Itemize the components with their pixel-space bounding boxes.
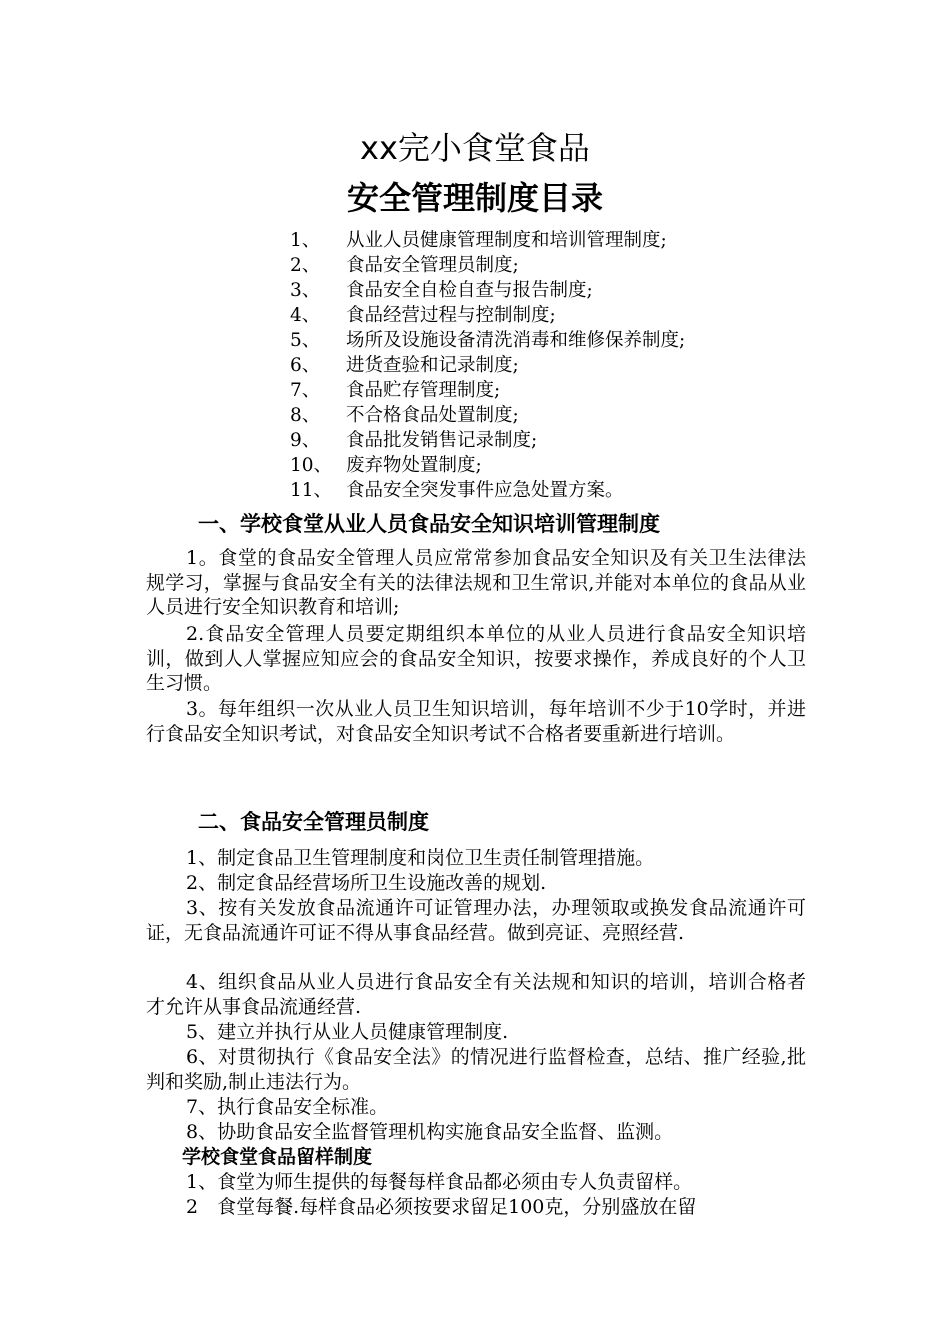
toc-item-number: 9、 bbox=[290, 430, 321, 451]
paragraph: 2、制定食品经营场所卫生设施改善的规划. bbox=[186, 872, 547, 894]
paragraph: 7、执行食品安全标准。 bbox=[186, 1096, 389, 1118]
paragraph: 3。每年组织一次从业人员卫生知识培训，每年培训不少于10学时，并进行食品安全知识考试，对食品安全知识考试不合格者要重新进行培训。 bbox=[146, 698, 806, 745]
toc-item-text: 进货查验和记录制度; bbox=[346, 355, 519, 376]
paragraph: 2 食堂每餐.每样食品必须按要求留足100克，分别盛放在留 bbox=[186, 1196, 697, 1218]
paragraph: 1、制定食品卫生管理制度和岗位卫生责任制管理措施。 bbox=[186, 847, 655, 869]
toc-item bbox=[290, 378, 850, 403]
section-heading: 学校食堂食品留样制度 bbox=[182, 1146, 373, 1168]
toc-item-text: 食品批发销售记录制度; bbox=[346, 430, 538, 451]
toc-item-text: 场所及设施设备清洗消毒和维修保养制度; bbox=[346, 330, 686, 351]
section-heading: 一、学校食堂从业人员食品安全知识培训管理制度 bbox=[198, 512, 660, 536]
document-title-line1: xx完小食堂食品 bbox=[360, 129, 590, 167]
toc-item-number: 8、 bbox=[290, 405, 321, 426]
paragraph: 6、对贯彻执行《食品安全法》的情况进行监督检查，总结、推广经验,批判和奖励,制止违法行为。 bbox=[146, 1046, 806, 1093]
paragraph: 1。食堂的食品安全管理人员应常常参加食品安全知识及有关卫生法律法规学习，掌握与食品安全有关的法律法规和卫生常识,并能对本单位的食品从业人员进行安全知识教育和培训; bbox=[146, 547, 806, 618]
paragraph: 5、建立并执行从业人员健康管理制度. bbox=[186, 1021, 509, 1043]
toc-item bbox=[290, 428, 850, 453]
toc-item-number: 6、 bbox=[290, 355, 321, 376]
toc-item-number: 2、 bbox=[290, 255, 321, 276]
toc-item-number: 7、 bbox=[290, 380, 321, 401]
toc-item-text: 食品贮存管理制度; bbox=[346, 380, 501, 401]
section-heading: 二、食品安全管理员制度 bbox=[198, 810, 429, 834]
table-of-contents bbox=[290, 228, 850, 503]
toc-item bbox=[290, 403, 850, 428]
toc-item bbox=[290, 228, 850, 253]
paragraph: 3、按有关发放食品流通许可证管理办法，办理领取或换发食品流通许可证，无食品流通许可证不得从事食品经营。做到亮证、亮照经营. bbox=[146, 897, 806, 944]
toc-item-number: 4、 bbox=[290, 305, 321, 326]
toc-item-text: 食品安全突发事件应急处置方案。 bbox=[346, 480, 624, 501]
toc-item bbox=[290, 453, 850, 478]
paragraph: 4、组织食品从业人员进行食品安全有关法规和知识的培训，培训合格者才允许从事食品流通经营. bbox=[146, 971, 806, 1018]
toc-item-number: 10、 bbox=[290, 455, 333, 476]
toc-item-number: 3、 bbox=[290, 280, 321, 301]
toc-item-text: 食品安全管理员制度; bbox=[346, 255, 519, 276]
toc-item bbox=[290, 478, 850, 503]
toc-item bbox=[290, 328, 850, 353]
toc-item bbox=[290, 253, 850, 278]
toc-item-text: 食品经营过程与控制制度; bbox=[346, 305, 556, 326]
toc-item-text: 食品安全自检自查与报告制度; bbox=[346, 280, 593, 301]
toc-item-text: 从业人员健康管理制度和培训管理制度; bbox=[346, 230, 667, 251]
paragraph: 1、食堂为师生提供的每餐每样食品都必须由专人负责留样。 bbox=[186, 1171, 693, 1193]
toc-item bbox=[290, 278, 850, 303]
toc-item-number: 5、 bbox=[290, 330, 321, 351]
toc-item bbox=[290, 353, 850, 378]
toc-item-text: 废弃物处置制度; bbox=[346, 455, 482, 476]
document-title-line2: 安全管理制度目录 bbox=[346, 179, 603, 217]
toc-item-number: 11、 bbox=[290, 480, 333, 501]
toc-item-number: 1、 bbox=[290, 230, 321, 251]
toc-item bbox=[290, 303, 850, 328]
paragraph: 8、协助食品安全监督管理机构实施食品安全监督、监测。 bbox=[186, 1121, 674, 1143]
toc-item-text: 不合格食品处置制度; bbox=[346, 405, 519, 426]
paragraph: 2.食品安全管理人员要定期组织本单位的从业人员进行食品安全知识培训，做到人人掌握应知应会的食品安全知识，按要求操作，养成良好的个人卫生习惯。 bbox=[146, 623, 806, 694]
